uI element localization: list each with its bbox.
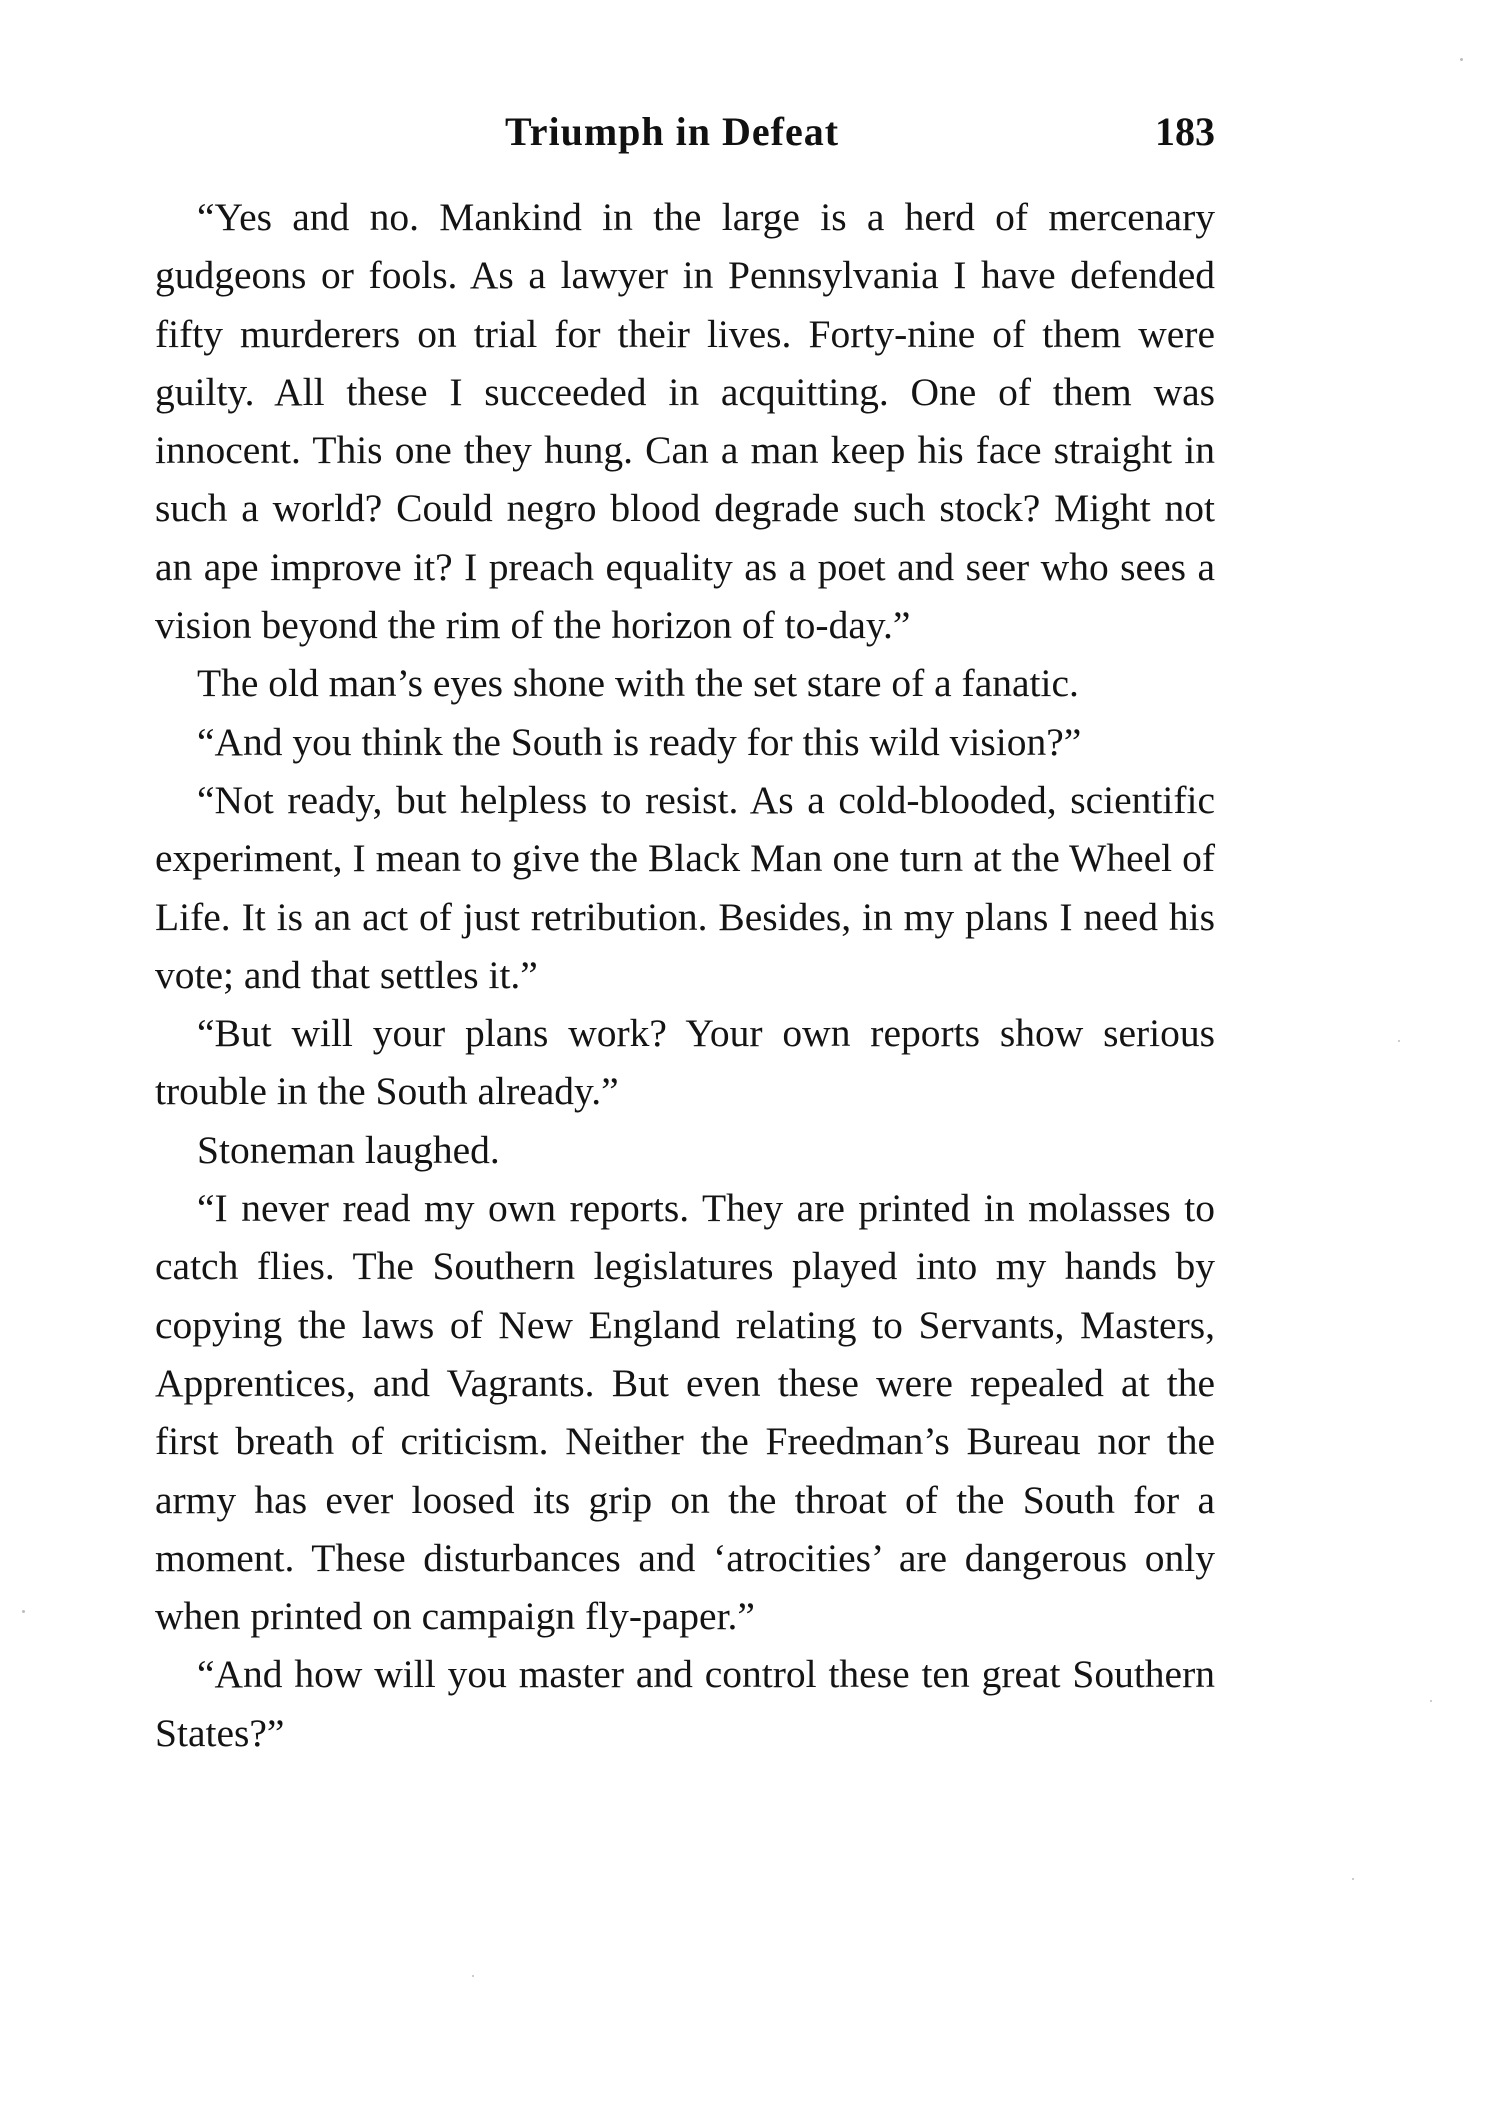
running-head-title: Triumph in Defeat: [505, 109, 840, 154]
body-text: [155, 188, 1215, 1762]
paper-speck: [1352, 1878, 1354, 1880]
page-number: 183: [1155, 109, 1215, 154]
paragraph-2: The old man’s eyes shone with the set stare of a fanatic.: [197, 661, 1079, 706]
paragraph-1: “Yes and no. Mankind in the large is a herd of mercenary gudgeons or fools. As a lawyer in Pennsylvania I have defended fifty murderers on trial for their lives. Forty-nine of them were guilty. All these I succeeded in acquitting. One of them was innocent. This one they hung. Can a man keep his face straight in such a world? Could negro blood degrade such stock? Might not an ape improve it? I preach equality as a poet and seer who sees a vision beyond the rim of the horizon of to-day.”: [155, 195, 1215, 648]
paragraph-8: “And how will you master and control these ten great Southern States?”: [155, 1652, 1215, 1755]
paper-speck: [472, 1975, 474, 1977]
paragraph-6: Stoneman laughed.: [197, 1127, 500, 1172]
running-head: [155, 108, 1215, 168]
paper-speck: [1398, 1040, 1400, 1042]
paragraph-5: “But will your plans work? Your own reports show serious trouble in the South already.”: [155, 1011, 1215, 1114]
paper-speck: [22, 1610, 25, 1613]
paper-speck: [1460, 58, 1463, 61]
paragraph-4: “Not ready, but helpless to resist. As a cold-blooded, scientific experiment, I mean to give the Black Man one turn at the Wheel of Life. It is an act of just retribution. Besides, in my plans I need his vote; and that settles it.”: [155, 777, 1215, 997]
paper-speck: [1430, 1700, 1432, 1702]
paragraph-7: “I never read my own reports. They are printed in molasses to catch flies. The Southern legislatures played into my hands by copying the laws of New England relating to Servants, Masters, Apprentices, and Vagrants. But even these were repealed at the first breath of criticism. Neither the Freedman’s Bureau nor the army has ever loosed its grip on the throat of the South for a moment. These disturbances and ‘atrocities’ are dangerous only when printed on campaign fly-paper.”: [155, 1186, 1215, 1639]
paragraph-3: “And you think the South is ready for this wild vision?”: [197, 719, 1082, 764]
